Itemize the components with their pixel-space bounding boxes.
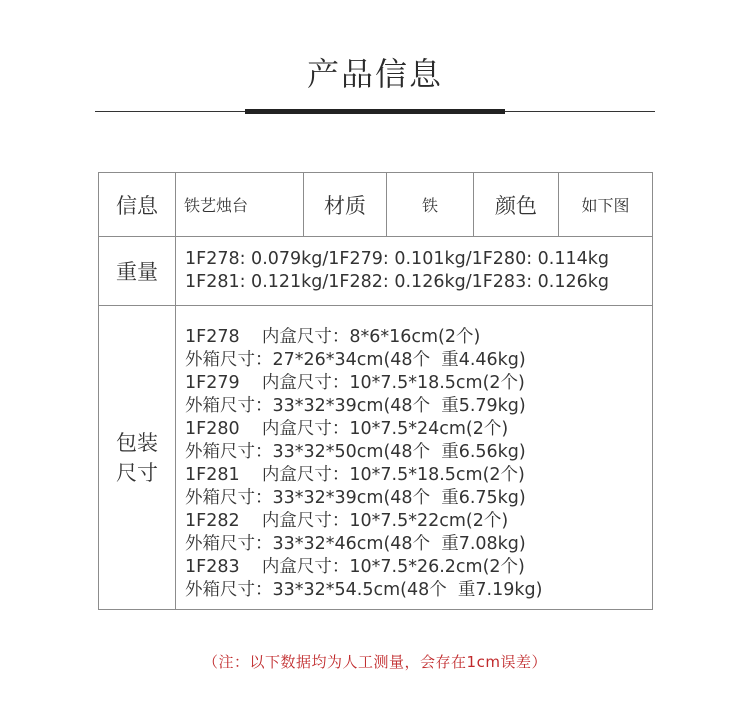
packaging-line: 外箱尺寸：33*32*50cm(48个 重6.56kg) [185, 441, 526, 462]
weight-line-1: 1F278: 0.079kg/1F279: 0.101kg/1F280: 0.114kg [185, 249, 609, 269]
packaging-line: 1F282 内盒尺寸：10*7.5*22cm(2个) [185, 510, 509, 531]
packaging-line: 外箱尺寸：33*32*39cm(48个 重5.79kg) [185, 395, 526, 416]
packaging-line: 外箱尺寸：33*32*46cm(48个 重7.08kg) [185, 533, 526, 554]
table-row-basic-info [99, 173, 653, 237]
packaging-line: 外箱尺寸：33*32*54.5cm(48个 重7.19kg) [185, 579, 543, 600]
table-row-weight [99, 237, 653, 306]
packaging-label [99, 306, 176, 610]
measurement-note: （注：以下数据均为人工测量，会存在1cm误差） [203, 653, 547, 671]
packaging-label-line-1: 包装 [116, 430, 158, 455]
weight-line-2: 1F281: 0.121kg/1F282: 0.126kg/1F283: 0.126kg [185, 272, 609, 292]
weight-label: 重量 [99, 237, 176, 306]
packaging-line: 1F283 内盒尺寸：10*7.5*26.2cm(2个) [185, 556, 525, 577]
packaging-values [176, 306, 653, 610]
material-label: 材质 [304, 173, 387, 237]
packaging-line: 1F279 内盒尺寸：10*7.5*18.5cm(2个) [185, 372, 525, 393]
page-title: 产品信息 [306, 55, 443, 93]
material-value: 铁 [387, 173, 474, 237]
color-value: 如下图 [559, 173, 653, 237]
info-value: 铁艺烛台 [176, 173, 304, 237]
packaging-line: 1F281 内盒尺寸：10*7.5*18.5cm(2个) [185, 464, 525, 485]
packaging-line: 外箱尺寸：27*26*34cm(48个 重4.46kg) [185, 349, 526, 370]
packaging-line: 1F280 内盒尺寸：10*7.5*24cm(2个) [185, 418, 509, 439]
table-row-packaging [99, 306, 653, 610]
title-accent-bar [245, 109, 505, 114]
packaging-line: 1F278 内盒尺寸：8*6*16cm(2个) [185, 326, 481, 347]
info-label: 信息 [99, 173, 176, 237]
color-label: 颜色 [474, 173, 559, 237]
packaging-label-line-2: 尺寸 [116, 460, 158, 485]
product-spec-table [98, 172, 653, 610]
weight-values [176, 237, 653, 306]
packaging-line: 外箱尺寸：33*32*39cm(48个 重6.75kg) [185, 487, 526, 508]
